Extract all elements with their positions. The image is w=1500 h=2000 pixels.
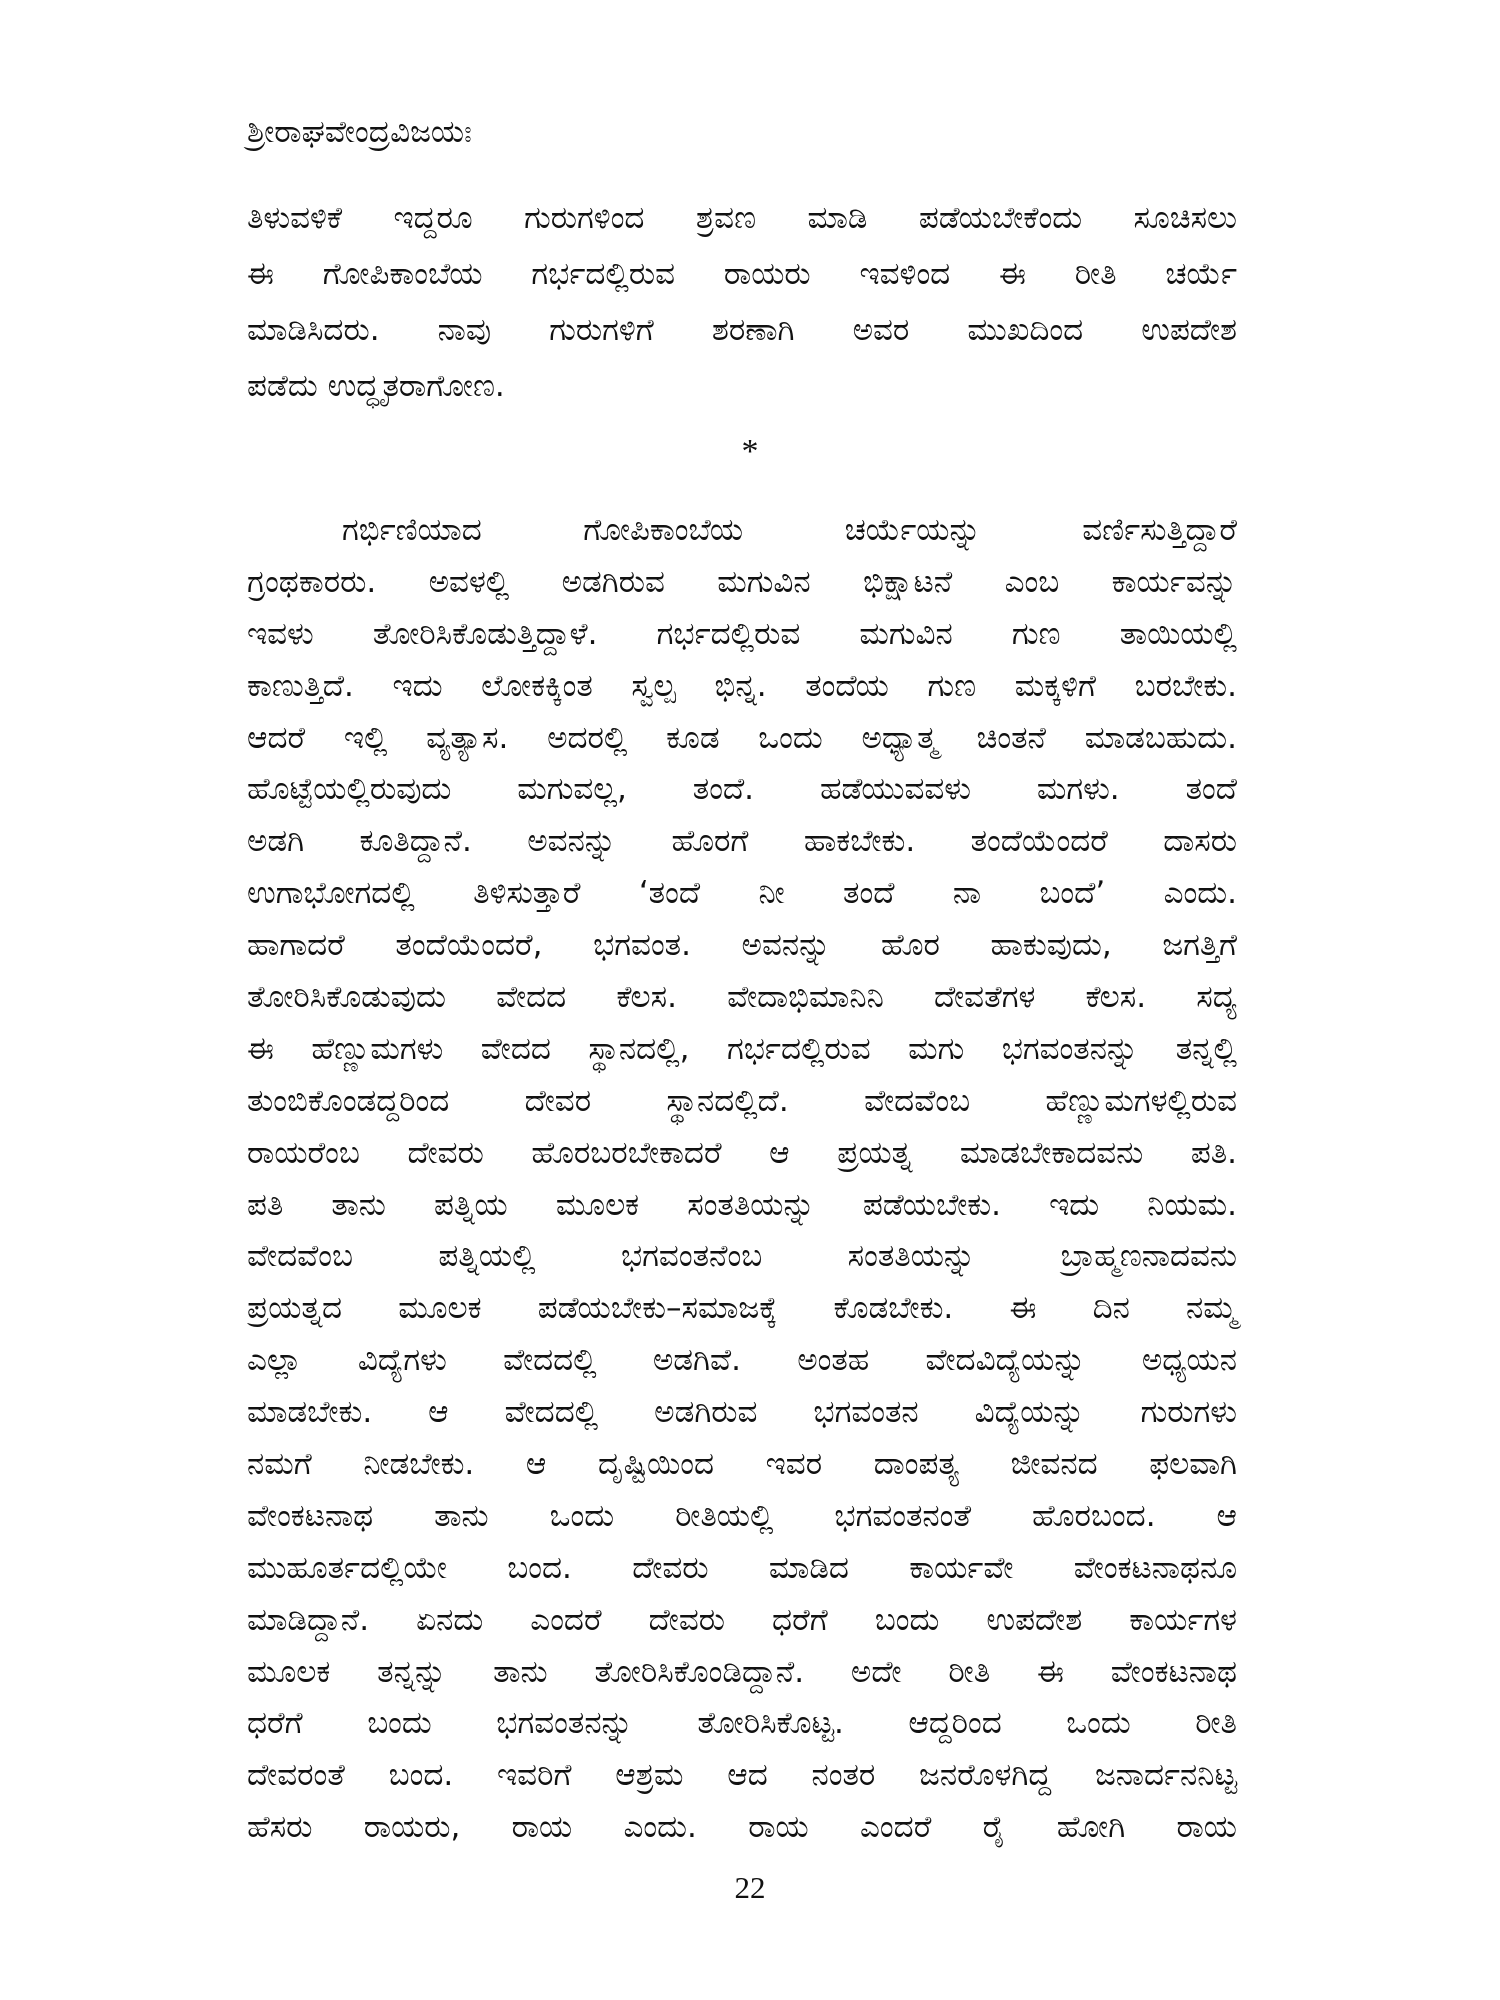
- text-line: ಈ ಹೆಣ್ಣುಮಗಳು ವೇದದ ಸ್ಥಾನದಲ್ಲಿ, ಗರ್ಭದಲ್ಲಿರುವ ಮಗು ಭಗವಂತನನ್ನು ತನ್ನಲ್ಲಿ: [247, 1030, 1237, 1067]
- text-line: ಗರ್ಭಿಣಿಯಾದ ಗೋಪಿಕಾಂಬೆಯ ಚರ್ಯೆಯನ್ನು ವರ್ಣಿಸುತ್ತಿದ್ದಾರೆ: [342, 512, 1237, 548]
- text-line: ಈ ಗೋಪಿಕಾಂಬೆಯ ಗರ್ಭದಲ್ಲಿರುವ ರಾಯರು ಇವಳಿಂದ ಈ ರೀತಿ ಚರ್ಯೆ: [247, 256, 1237, 292]
- text-line: ಕಾಣುತ್ತಿದೆ. ಇದು ಲೋಕಕ್ಕಿಂತ ಸ್ವಲ್ಪ ಭಿನ್ನ. ತಂದೆಯ ಗುಣ ಮಕ್ಕಳಿಗೆ ಬರಬೇಕು.: [247, 667, 1237, 704]
- text-line: ಪತಿ ತಾನು ಪತ್ನಿಯ ಮೂಲಕ ಸಂತತಿಯನ್ನು ಪಡೆಯಬೇಕು. ಇದು ನಿಯಮ.: [247, 1186, 1237, 1223]
- main-paragraph: [247, 505, 1237, 1854]
- text-line: ಹೊಟ್ಟೆಯಲ್ಲಿರುವುದು ಮಗುವಲ್ಲ, ತಂದೆ. ಹಡೆಯುವವಳು ಮಗಳು. ತಂದೆ: [247, 771, 1237, 808]
- text-line: ಮುಹೂರ್ತದಲ್ಲಿಯೇ ಬಂದ. ದೇವರು ಮಾಡಿದ ಕಾರ್ಯವೇ ವೇಂಕಟನಾಥನೂ: [247, 1549, 1237, 1586]
- text-line: ಪ್ರಯತ್ನದ ಮೂಲಕ ಪಡೆಯಬೇಕು–ಸಮಾಜಕ್ಕೆ ಕೊಡಬೇಕು. ಈ ದಿನ ನಮ್ಮ: [247, 1290, 1237, 1327]
- section-separator: *: [741, 433, 759, 470]
- text-line: ವೇಂಕಟನಾಥ ತಾನು ಒಂದು ರೀತಿಯಲ್ಲಿ ಭಗವಂತನಂತೆ ಹೊರಬಂದ. ಆ: [247, 1497, 1237, 1534]
- running-header: ಶ್ರೀರಾಘವೇಂದ್ರವಿಜಯಃ: [247, 114, 472, 150]
- text-line: ಹೆಸರು ರಾಯರು, ರಾಯ ಎಂದು. ರಾಯ ಎಂದರೆ ರೈ ಹೋಗಿ ರಾಯ: [247, 1809, 1237, 1846]
- page-number: 22: [734, 1870, 766, 1905]
- text-line: ಉಗಾಭೋಗದಲ್ಲಿ ತಿಳಿಸುತ್ತಾರೆ ‘ತಂದೆ ನೀ ತಂದೆ ನಾ ಬಂದೆ’ ಎಂದು.: [247, 875, 1237, 912]
- text-line: ನಮಗೆ ನೀಡಬೇಕು. ಆ ದೃಷ್ಟಿಯಿಂದ ಇವರ ದಾಂಪತ್ಯ ಜೀವನದ ಫಲವಾಗಿ: [247, 1446, 1237, 1483]
- text-line: ಮಾಡಿಸಿದರು. ನಾವು ಗುರುಗಳಿಗೆ ಶರಣಾಗಿ ಅವರ ಮುಖದಿಂದ ಉಪದೇಶ: [247, 312, 1237, 348]
- text-line: ತಿಳುವಳಿಕೆ ಇದ್ದರೂ ಗುರುಗಳಿಂದ ಶ್ರವಣ ಮಾಡಿ ಪಡೆಯಬೇಕೆಂದು ಸೂಚಿಸಲು: [247, 200, 1237, 236]
- text-line: ಇವಳು ತೋರಿಸಿಕೊಡುತ್ತಿದ್ದಾಳೆ. ಗರ್ಭದಲ್ಲಿರುವ ಮಗುವಿನ ಗುಣ ತಾಯಿಯಲ್ಲಿ: [247, 615, 1237, 652]
- text-line: ದೇವರಂತೆ ಬಂದ. ಇವರಿಗೆ ಆಶ್ರಮ ಆದ ನಂತರ ಜನರೊಳಗಿದ್ದ ಜನಾರ್ದನನಿಟ್ಟ: [247, 1757, 1237, 1794]
- text-line: ಹಾಗಾದರೆ ತಂದೆಯೆಂದರೆ, ಭಗವಂತ. ಅವನನ್ನು ಹೊರ ಹಾಕುವುದು, ಜಗತ್ತಿಗೆ: [247, 927, 1237, 964]
- text-line: ಪಡೆದು ಉದ್ಧೃತರಾಗೋಣ.: [247, 368, 505, 404]
- text-line: ಆದರೆ ಇಲ್ಲಿ ವ್ಯತ್ಯಾಸ. ಅದರಲ್ಲಿ ಕೂಡ ಒಂದು ಅಧ್ಯಾತ್ಮ ಚಿಂತನೆ ಮಾಡಬಹುದು.: [247, 719, 1237, 756]
- text-line: ಅಡಗಿ ಕೂತಿದ್ದಾನೆ. ಅವನನ್ನು ಹೊರಗೆ ಹಾಕಬೇಕು. ತಂದೆಯೆಂದರೆ ದಾಸರು: [247, 823, 1237, 860]
- text-line: ಧರೆಗೆ ಬಂದು ಭಗವಂತನನ್ನು ತೋರಿಸಿಕೊಟ್ಟ. ಆದ್ದರಿಂದ ಒಂದು ರೀತಿ: [247, 1705, 1237, 1742]
- text-line: ಮೂಲಕ ತನ್ನನ್ನು ತಾನು ತೋರಿಸಿಕೊಂಡಿದ್ದಾನೆ. ಅದೇ ರೀತಿ ಈ ವೇಂಕಟನಾಥ: [247, 1653, 1237, 1690]
- text-line: ತೋರಿಸಿಕೊಡುವುದು ವೇದದ ಕೆಲಸ. ವೇದಾಭಿಮಾನಿನಿ ದೇವತೆಗಳ ಕೆಲಸ. ಸದ್ಯ: [247, 979, 1237, 1016]
- text-line: ಮಾಡಿದ್ದಾನೆ. ಏನದು ಎಂದರೆ ದೇವರು ಧರೆಗೆ ಬಂದು ಉಪದೇಶ ಕಾರ್ಯಗಳ: [247, 1601, 1237, 1638]
- text-line: ಎಲ್ಲಾ ವಿದ್ಯೆಗಳು ವೇದದಲ್ಲಿ ಅಡಗಿವೆ. ಅಂತಹ ವೇದವಿದ್ಯೆಯನ್ನು ಅಧ್ಯಯನ: [247, 1342, 1237, 1379]
- text-line: ತುಂಬಿಕೊಂಡದ್ದರಿಂದ ದೇವರ ಸ್ಥಾನದಲ್ಲಿದೆ. ವೇದವೆಂಬ ಹೆಣ್ಣುಮಗಳಲ್ಲಿರುವ: [247, 1082, 1237, 1119]
- text-line: ಗ್ರಂಥಕಾರರು. ಅವಳಲ್ಲಿ ಅಡಗಿರುವ ಮಗುವಿನ ಭಿಕ್ಷಾಟನೆ ಎಂಬ ಕಾರ್ಯವನ್ನು: [247, 563, 1237, 600]
- text-line: ಮಾಡಬೇಕು. ಆ ವೇದದಲ್ಲಿ ಅಡಗಿರುವ ಭಗವಂತನ ವಿದ್ಯೆಯನ್ನು ಗುರುಗಳು: [247, 1394, 1237, 1431]
- intro-paragraph: [247, 190, 1237, 414]
- text-line: ವೇದವೆಂಬ ಪತ್ನಿಯಲ್ಲಿ ಭಗವಂತನೆಂಬ ಸಂತತಿಯನ್ನು ಬ್ರಾಹ್ಮಣನಾದವನು: [247, 1238, 1237, 1275]
- text-line: ರಾಯರೆಂಬ ದೇವರು ಹೊರಬರಬೇಕಾದರೆ ಆ ಪ್ರಯತ್ನ ಮಾಡಬೇಕಾದವನು ಪತಿ.: [247, 1134, 1237, 1171]
